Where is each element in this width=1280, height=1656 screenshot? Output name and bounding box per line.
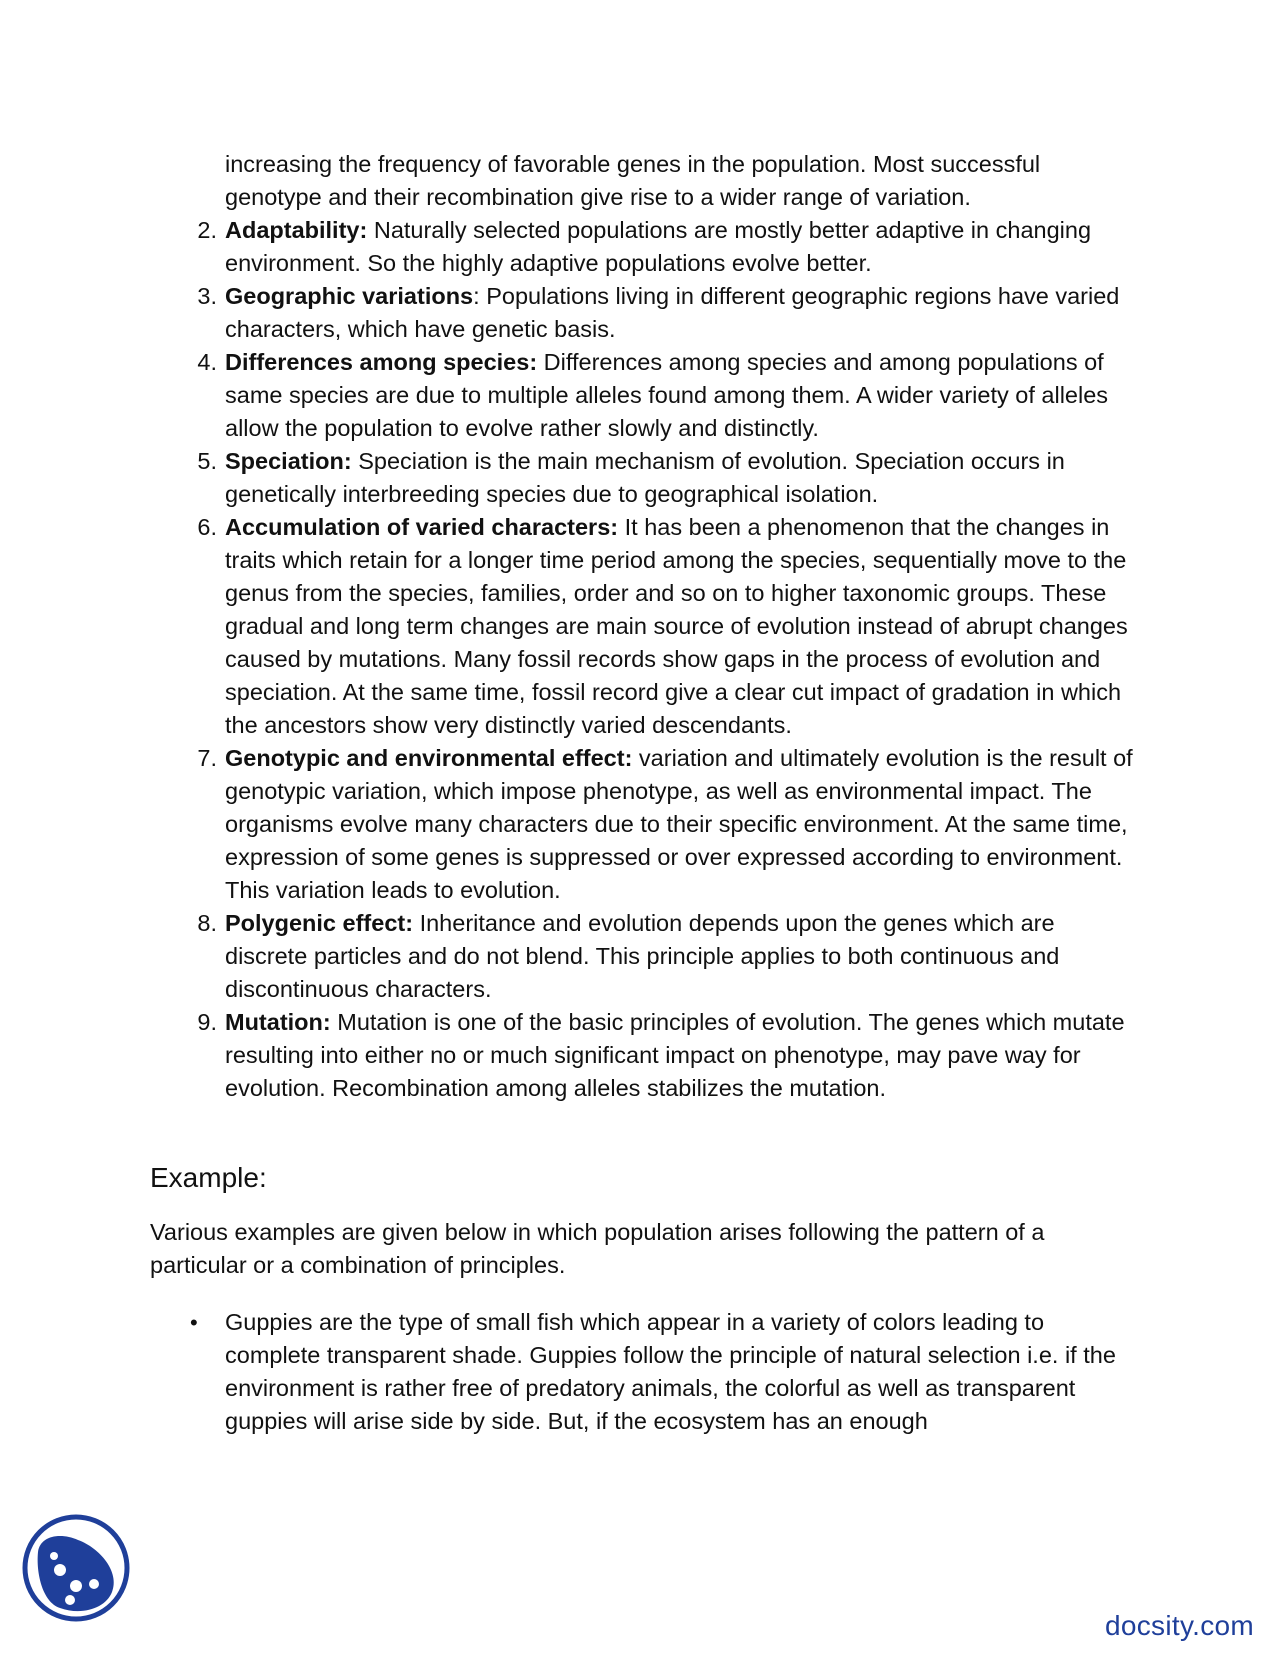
item-text: Mutation is one of the basic principles of evolution. The genes which mutate resulting into either no or much significant impact on phenotype, may pave way for evolution. Recombination among alleles stabilizes the mutation. — [225, 1009, 1125, 1101]
item-text: Naturally selected populations are mostly better adaptive in changing environment. So the highly adaptive populations evolve better. — [225, 217, 1092, 276]
list-item — [150, 511, 1140, 742]
continuation-paragraph: increasing the frequency of favorable genes in the population. Most successful genotype and their recombination give rise to a wider range of variation. — [225, 151, 1041, 210]
example-heading: Example: — [150, 1162, 267, 1193]
bullet-icon: • — [190, 1310, 198, 1335]
examples-list — [150, 1306, 1140, 1438]
list-item — [150, 907, 1140, 1006]
item-number: 3. — [197, 283, 217, 309]
list-item — [150, 280, 1140, 346]
list-item — [150, 346, 1140, 445]
item-text: variation and ultimately evolution is the result of genotypic variation, which impose phenotype, as well as environmental impact. The organisms evolve many characters due to their specific environment. At the same time, expression of some genes is suppressed or over expressed according to environment. This variation leads to evolution. — [225, 745, 1133, 903]
item-number: 5. — [197, 448, 217, 474]
principles-list — [150, 214, 1140, 1105]
item-text: Speciation is the main mechanism of evolution. Speciation occurs in genetically interbreeding species due to geographical isolation. — [225, 448, 1065, 507]
bullet-text: Guppies are the type of small fish which appear in a variety of colors leading to complete transparent shade. Guppies follow the principle of natural selection i.e. if the environment is rather free of predatory animals, the colorful as well as transparent guppies will arise side by side. But, if the ecosystem has an enough — [225, 1309, 1116, 1434]
list-item — [150, 445, 1140, 511]
item-term: Accumulation of varied characters: — [225, 514, 619, 540]
list-item — [150, 214, 1140, 280]
item-term: Genotypic and environmental effect: — [225, 745, 633, 771]
item-number: 2. — [197, 217, 217, 243]
docsity-brand-link[interactable]: docsity.com — [1105, 1610, 1255, 1641]
example-intro-paragraph: Various examples are given below in which population arises following the pattern of a particular or a combination of principles. — [150, 1219, 1045, 1278]
item-number: 8. — [197, 910, 217, 936]
list-item — [150, 742, 1140, 907]
list-item — [150, 1306, 1140, 1438]
item-term: Polygenic effect: — [225, 910, 414, 936]
item-number: 4. — [197, 349, 217, 375]
item-term: Differences among species: — [225, 349, 538, 375]
item-term: Mutation: — [225, 1009, 331, 1035]
item-text: It has been a phenomenon that the changes in traits which retain for a longer time period among the species, sequentially move to the genus from the species, families, order and so on to higher taxonomic groups. These gradual and long term changes are main source of evolution instead of abrupt changes caused by mutations. Many fossil records show gaps in the process of evolution and speciation. At the same time, fossil record give a clear cut impact of gradation in which the ancestors show very distinctly varied descendants. — [225, 514, 1128, 738]
item-number: 6. — [197, 514, 217, 540]
list-item — [150, 1006, 1140, 1105]
docsity-logo-icon[interactable] — [20, 1512, 132, 1624]
item-number: 7. — [197, 745, 217, 771]
item-term: Geographic variations — [225, 283, 474, 309]
item-term: Adaptability: — [225, 217, 368, 243]
item-text: Inheritance and evolution depends upon the genes which are discrete particles and do not blend. This principle applies to both continuous and discontinuous characters. — [225, 910, 1060, 1002]
item-number: 9. — [197, 1009, 217, 1035]
item-text: Differences among species and among populations of same species are due to multiple alleles found among them. A wider variety of alleles allow the population to evolve rather slowly and distinctly. — [225, 349, 1109, 441]
item-text: : Populations living in different geographic regions have varied characters, which have genetic basis. — [225, 283, 1120, 342]
item-term: Speciation: — [225, 448, 352, 474]
